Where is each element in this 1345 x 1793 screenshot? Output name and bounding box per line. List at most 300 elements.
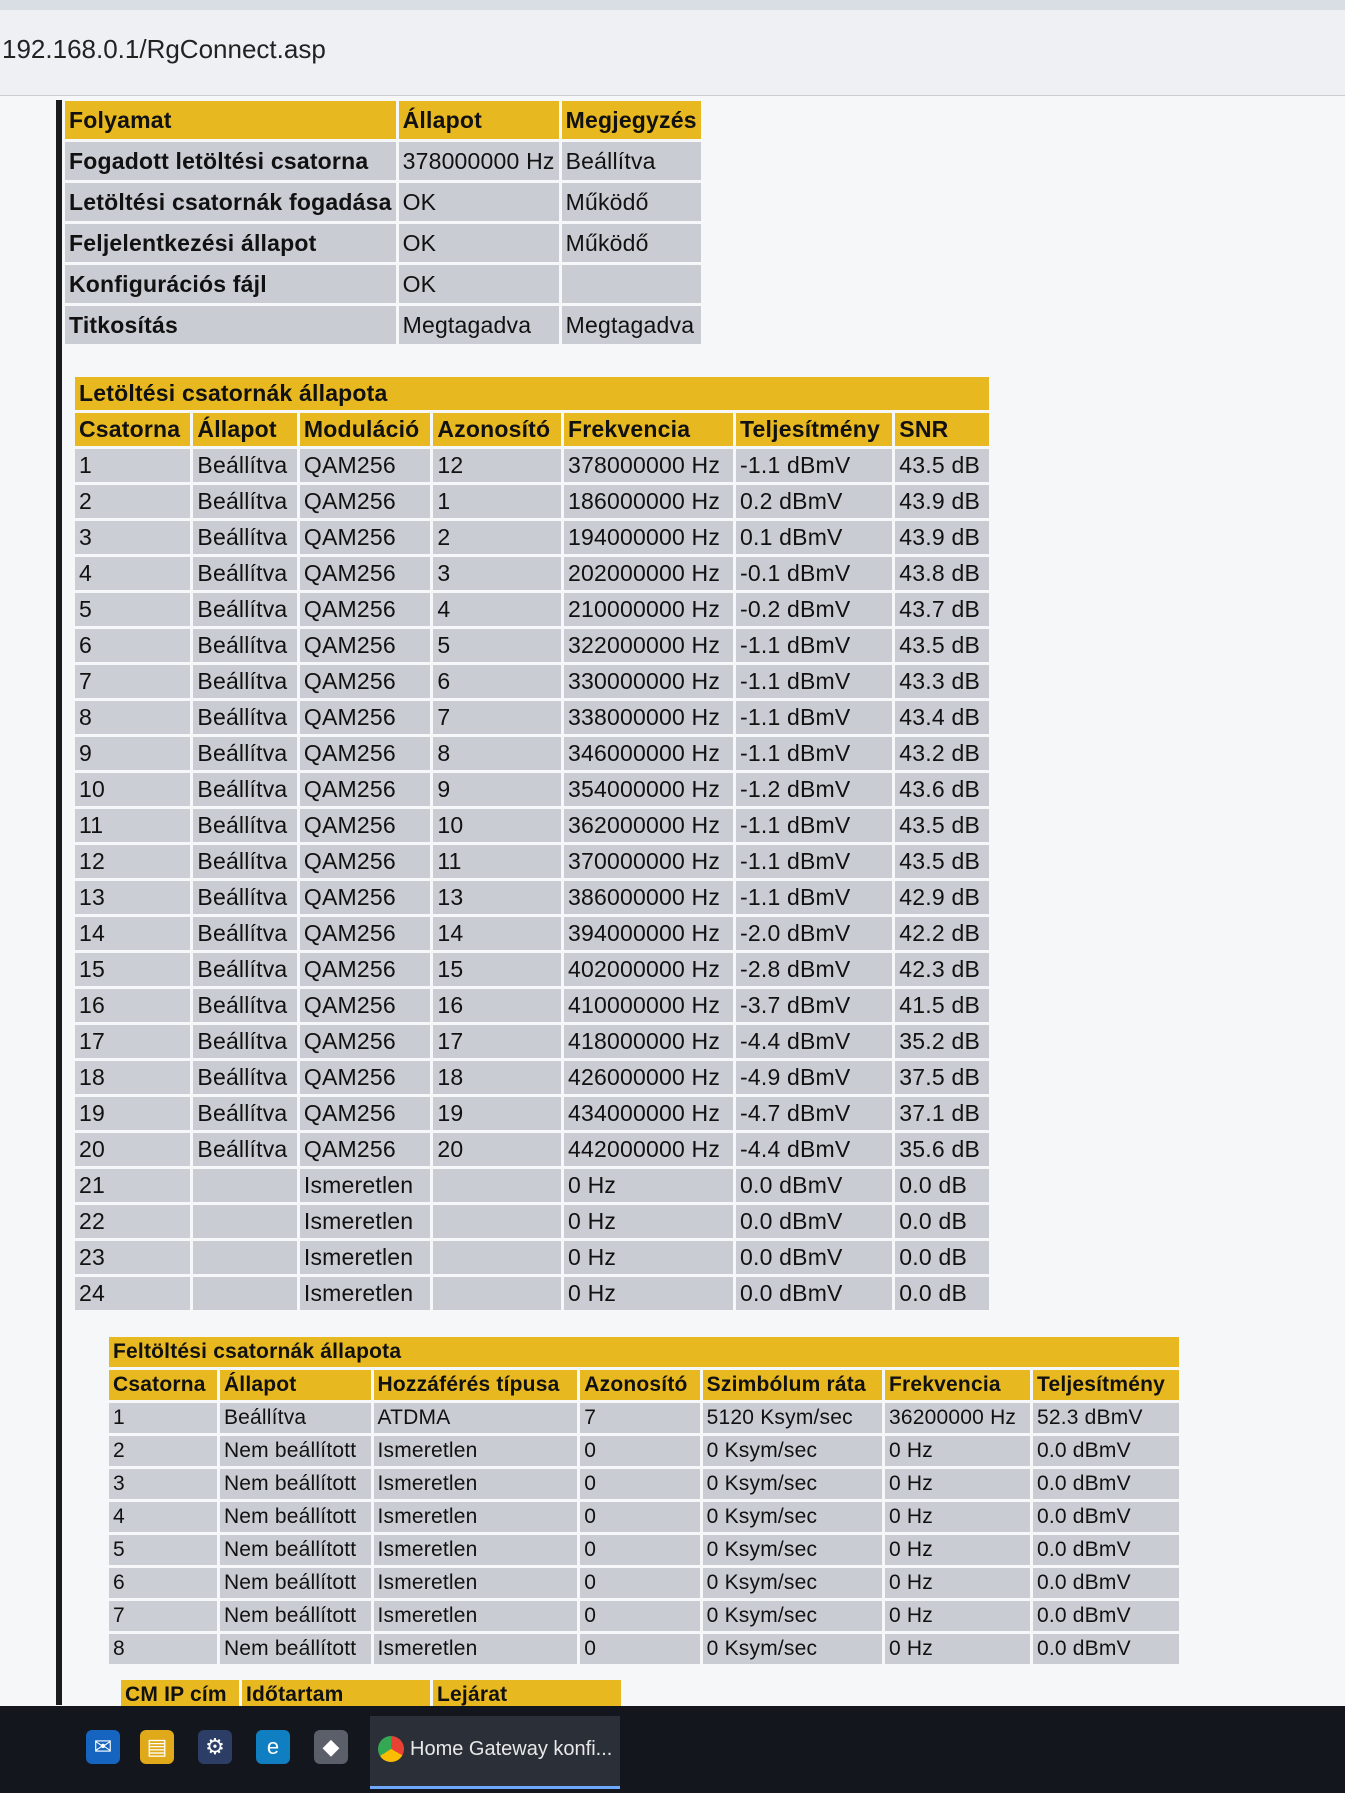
table-cell: 0 [580, 1469, 699, 1499]
table-row [75, 1241, 989, 1274]
table-cell: -0.1 dBmV [736, 557, 892, 590]
table-cell [433, 1277, 561, 1310]
process-value [562, 265, 701, 303]
table-cell [193, 1277, 296, 1310]
header-cell: Teljesítmény [736, 413, 892, 446]
table-cell: Beállítva [193, 917, 296, 950]
table-row [75, 665, 989, 698]
table-cell [433, 1169, 561, 1202]
table-cell: QAM256 [300, 809, 430, 842]
table-cell: 1 [109, 1403, 217, 1433]
table-cell: QAM256 [300, 557, 430, 590]
table-row [75, 1169, 989, 1202]
table-cell: 0 Hz [564, 1169, 733, 1202]
table-cell: Ismeretlen [374, 1469, 578, 1499]
table-row [75, 485, 989, 518]
process-row [65, 183, 701, 221]
table-cell: 6 [109, 1568, 217, 1598]
table-cell: 14 [75, 917, 190, 950]
table-cell: 0 Ksym/sec [703, 1502, 882, 1532]
table-cell: Beállítva [193, 809, 296, 842]
table-cell: 0.0 dBmV [1033, 1436, 1179, 1466]
taskbar [0, 1706, 1345, 1793]
table-cell: Beállítva [193, 593, 296, 626]
table-cell: 0 Ksym/sec [703, 1568, 882, 1598]
table-cell: 9 [433, 773, 561, 806]
table-cell: 354000000 Hz [564, 773, 733, 806]
table-cell: 13 [75, 881, 190, 914]
table-cell: 37.5 dB [895, 1061, 989, 1094]
table-cell: Ismeretlen [300, 1205, 430, 1238]
downstream-channels-table [72, 374, 992, 1313]
table-row [109, 1403, 1179, 1433]
table-cell: 43.9 dB [895, 521, 989, 554]
table-cell: QAM256 [300, 953, 430, 986]
table-row [75, 593, 989, 626]
table-cell: QAM256 [300, 1097, 430, 1130]
upstream-title-row [109, 1337, 1179, 1367]
table-cell: 0 [580, 1502, 699, 1532]
table-cell: QAM256 [300, 665, 430, 698]
table-cell: 21 [75, 1169, 190, 1202]
table-cell: 0 Ksym/sec [703, 1469, 882, 1499]
table-cell: 0.0 dB [895, 1241, 989, 1274]
table-cell: Beállítva [193, 557, 296, 590]
table-cell: 0 [580, 1601, 699, 1631]
process-status-table [62, 98, 704, 347]
table-cell: -1.1 dBmV [736, 845, 892, 878]
table-cell: -1.1 dBmV [736, 629, 892, 662]
table-cell: 186000000 Hz [564, 485, 733, 518]
upstream-channels-table [106, 1334, 1182, 1667]
header-cell: Csatorna [109, 1370, 217, 1400]
table-cell: 4 [75, 557, 190, 590]
process-value: Működő [562, 183, 701, 221]
table-cell: 15 [433, 953, 561, 986]
table-cell: 13 [433, 881, 561, 914]
process-value: OK [399, 265, 559, 303]
table-cell: 6 [75, 629, 190, 662]
header-cell: Hozzáférés típusa [374, 1370, 578, 1400]
table-cell: 0 Hz [564, 1277, 733, 1310]
table-cell: QAM256 [300, 845, 430, 878]
table-cell: Beállítva [193, 449, 296, 482]
table-cell: 35.6 dB [895, 1133, 989, 1166]
process-row [65, 265, 701, 303]
downstream-title: Letöltési csatornák állapota [75, 377, 989, 410]
table-cell: 330000000 Hz [564, 665, 733, 698]
process-row [65, 306, 701, 344]
table-cell: 0.0 dBmV [736, 1277, 892, 1310]
table-cell: 16 [433, 989, 561, 1022]
table-cell: -1.1 dBmV [736, 701, 892, 734]
table-cell [193, 1205, 296, 1238]
table-cell: Nem beállított [220, 1634, 371, 1664]
table-row [109, 1502, 1179, 1532]
table-cell: 0 Ksym/sec [703, 1436, 882, 1466]
process-value: 378000000 Hz [399, 142, 559, 180]
process-value: Beállítva [562, 142, 701, 180]
table-cell: 18 [433, 1061, 561, 1094]
table-cell: 0.0 dB [895, 1277, 989, 1310]
header-cell: Megjegyzés [562, 101, 701, 139]
table-cell: 0.0 dBmV [736, 1169, 892, 1202]
table-cell: Nem beállított [220, 1601, 371, 1631]
table-cell: 0.0 dBmV [1033, 1502, 1179, 1532]
table-cell: 23 [75, 1241, 190, 1274]
table-cell: 0.0 dBmV [736, 1241, 892, 1274]
table-cell: 194000000 Hz [564, 521, 733, 554]
table-cell: 43.2 dB [895, 737, 989, 770]
header-cell: SNR [895, 413, 989, 446]
table-cell: 0 Hz [564, 1241, 733, 1274]
table-cell: 10 [75, 773, 190, 806]
header-cell: Állapot [399, 101, 559, 139]
table-cell: 362000000 Hz [564, 809, 733, 842]
table-cell: 12 [75, 845, 190, 878]
table-cell: -4.7 dBmV [736, 1097, 892, 1130]
table-cell: 1 [433, 485, 561, 518]
table-cell: 20 [75, 1133, 190, 1166]
table-cell: 0.0 dBmV [1033, 1535, 1179, 1565]
table-cell: 202000000 Hz [564, 557, 733, 590]
header-cell: Időtartam [242, 1680, 430, 1710]
table-cell: 210000000 Hz [564, 593, 733, 626]
table-cell: Beállítva [193, 1061, 296, 1094]
table-cell: 0 Ksym/sec [703, 1601, 882, 1631]
table-row [75, 1205, 989, 1238]
table-cell: 19 [75, 1097, 190, 1130]
table-cell: 0.0 dB [895, 1205, 989, 1238]
table-cell: 22 [75, 1205, 190, 1238]
header-cell: Azonosító [580, 1370, 699, 1400]
table-cell: 0 Hz [885, 1469, 1030, 1499]
table-cell: 5120 Ksym/sec [703, 1403, 882, 1433]
table-cell: 386000000 Hz [564, 881, 733, 914]
table-cell: QAM256 [300, 1061, 430, 1094]
table-cell: 442000000 Hz [564, 1133, 733, 1166]
table-cell: 8 [433, 737, 561, 770]
process-row [65, 224, 701, 262]
table-cell: Beállítva [220, 1403, 371, 1433]
settings-icon[interactable]: ⚙ [198, 1730, 232, 1764]
table-cell: 10 [433, 809, 561, 842]
table-row [109, 1436, 1179, 1466]
table-cell: Ismeretlen [374, 1568, 578, 1598]
table-row [75, 701, 989, 734]
table-cell: Beállítva [193, 701, 296, 734]
table-cell: 0.0 dB [895, 1169, 989, 1202]
table-cell: Beállítva [193, 737, 296, 770]
table-cell: QAM256 [300, 449, 430, 482]
downstream-title-row [75, 377, 989, 410]
browser-top-strip [0, 0, 1345, 10]
header-cell: Moduláció [300, 413, 430, 446]
table-row [75, 809, 989, 842]
table-cell: -1.1 dBmV [736, 737, 892, 770]
table-cell: QAM256 [300, 629, 430, 662]
header-cell: Lejárat [433, 1680, 621, 1710]
table-cell: 42.9 dB [895, 881, 989, 914]
chrome-icon [378, 1736, 404, 1762]
table-cell: Beállítva [193, 989, 296, 1022]
taskbar-window-title: Home Gateway konfi... [410, 1738, 613, 1760]
table-cell: 43.3 dB [895, 665, 989, 698]
table-cell [193, 1169, 296, 1202]
table-cell: 7 [75, 665, 190, 698]
table-cell: 0.2 dBmV [736, 485, 892, 518]
header-cell: Folyamat [65, 101, 396, 139]
edge-icon[interactable]: e [256, 1730, 290, 1764]
table-cell: 0 Ksym/sec [703, 1535, 882, 1565]
table-cell: Beállítva [193, 1097, 296, 1130]
table-row [109, 1634, 1179, 1664]
table-cell: 426000000 Hz [564, 1061, 733, 1094]
table-cell: 0 Hz [885, 1535, 1030, 1565]
table-row [75, 449, 989, 482]
table-cell: QAM256 [300, 773, 430, 806]
table-cell: 7 [433, 701, 561, 734]
process-row [65, 142, 701, 180]
table-cell: Beállítva [193, 1133, 296, 1166]
header-cell: Szimbólum ráta [703, 1370, 882, 1400]
process-label: Feljelentkezési állapot [65, 224, 396, 262]
header-cell: Azonosító [433, 413, 561, 446]
table-row [75, 737, 989, 770]
table-cell: 1 [75, 449, 190, 482]
table-cell: Nem beállított [220, 1535, 371, 1565]
table-cell: 43.5 dB [895, 845, 989, 878]
table-cell: Beállítva [193, 845, 296, 878]
table-cell: 35.2 dB [895, 1025, 989, 1058]
table-cell: 2 [433, 521, 561, 554]
table-cell: 11 [75, 809, 190, 842]
table-cell: -4.9 dBmV [736, 1061, 892, 1094]
table-cell: QAM256 [300, 989, 430, 1022]
table-cell: 17 [433, 1025, 561, 1058]
table-cell: QAM256 [300, 1133, 430, 1166]
process-label: Letöltési csatornák fogadása [65, 183, 396, 221]
table-cell: -1.1 dBmV [736, 881, 892, 914]
table-cell: Ismeretlen [300, 1241, 430, 1274]
downstream-header-row [75, 413, 989, 446]
table-cell: 3 [75, 521, 190, 554]
table-cell: 370000000 Hz [564, 845, 733, 878]
table-row [75, 845, 989, 878]
table-cell: -2.8 dBmV [736, 953, 892, 986]
table-cell: -1.2 dBmV [736, 773, 892, 806]
table-cell: QAM256 [300, 737, 430, 770]
table-cell: Ismeretlen [374, 1601, 578, 1631]
taskbar-active-window[interactable] [370, 1716, 620, 1789]
table-cell: 17 [75, 1025, 190, 1058]
table-row [75, 953, 989, 986]
upstream-title: Feltöltési csatornák állapota [109, 1337, 1179, 1367]
table-row [75, 1061, 989, 1094]
table-cell: Beállítva [193, 485, 296, 518]
table-cell: Ismeretlen [374, 1634, 578, 1664]
table-cell: 18 [75, 1061, 190, 1094]
process-header-row [65, 101, 701, 139]
table-cell: ATDMA [374, 1403, 578, 1433]
table-cell: Nem beállított [220, 1436, 371, 1466]
table-cell: 3 [109, 1469, 217, 1499]
table-cell: QAM256 [300, 485, 430, 518]
table-cell: 11 [433, 845, 561, 878]
table-cell: Ismeretlen [300, 1277, 430, 1310]
table-cell: 43.4 dB [895, 701, 989, 734]
table-cell: 41.5 dB [895, 989, 989, 1022]
table-cell: 0.1 dBmV [736, 521, 892, 554]
table-cell: 7 [580, 1403, 699, 1433]
process-value: Megtagadva [399, 306, 559, 344]
table-cell: 0 Hz [885, 1634, 1030, 1664]
table-cell: -0.2 dBmV [736, 593, 892, 626]
table-cell: 43.7 dB [895, 593, 989, 626]
header-cell: Teljesítmény [1033, 1370, 1179, 1400]
process-value: Megtagadva [562, 306, 701, 344]
process-label: Titkosítás [65, 306, 396, 344]
table-cell: 0.0 dBmV [1033, 1568, 1179, 1598]
table-cell: -1.1 dBmV [736, 665, 892, 698]
table-cell: 9 [75, 737, 190, 770]
table-cell: 0 [580, 1535, 699, 1565]
table-cell: QAM256 [300, 1025, 430, 1058]
table-cell: Ismeretlen [374, 1535, 578, 1565]
table-cell: 43.9 dB [895, 485, 989, 518]
table-cell: 402000000 Hz [564, 953, 733, 986]
table-cell: 0 Hz [885, 1502, 1030, 1532]
table-cell: 5 [433, 629, 561, 662]
table-row [75, 917, 989, 950]
table-cell: 0 Hz [885, 1568, 1030, 1598]
table-cell: 338000000 Hz [564, 701, 733, 734]
table-row [109, 1601, 1179, 1631]
table-cell [193, 1241, 296, 1274]
table-cell: Beállítva [193, 521, 296, 554]
header-cell: Frekvencia [564, 413, 733, 446]
table-cell: 394000000 Hz [564, 917, 733, 950]
table-row [109, 1535, 1179, 1565]
header-cell: Frekvencia [885, 1370, 1030, 1400]
table-cell: 12 [433, 449, 561, 482]
table-cell: -4.4 dBmV [736, 1133, 892, 1166]
table-cell: -2.0 dBmV [736, 917, 892, 950]
table-cell: Beállítva [193, 953, 296, 986]
table-cell: Beállítva [193, 1025, 296, 1058]
table-row [109, 1469, 1179, 1499]
table-cell: 0 [580, 1436, 699, 1466]
table-cell: -1.1 dBmV [736, 449, 892, 482]
table-cell: QAM256 [300, 701, 430, 734]
table-cell: 37.1 dB [895, 1097, 989, 1130]
table-row [109, 1568, 1179, 1598]
table-cell: 0.0 dBmV [1033, 1634, 1179, 1664]
upstream-header-row [109, 1370, 1179, 1400]
table-cell: 0 Hz [564, 1205, 733, 1238]
table-cell: Beállítva [193, 629, 296, 662]
table-cell: 0.0 dBmV [1033, 1469, 1179, 1499]
table-cell: 434000000 Hz [564, 1097, 733, 1130]
table-cell: 322000000 Hz [564, 629, 733, 662]
table-cell: 36200000 Hz [885, 1403, 1030, 1433]
table-row [75, 557, 989, 590]
table-cell: 8 [75, 701, 190, 734]
table-cell: Nem beállított [220, 1502, 371, 1532]
process-label: Konfigurációs fájl [65, 265, 396, 303]
table-cell: QAM256 [300, 593, 430, 626]
table-cell: 43.5 dB [895, 629, 989, 662]
table-cell: 24 [75, 1277, 190, 1310]
table-cell: -3.7 dBmV [736, 989, 892, 1022]
process-label: Fogadott letöltési csatorna [65, 142, 396, 180]
outlook-icon[interactable]: ✉ [86, 1730, 120, 1764]
url-text[interactable]: 192.168.0.1/RgConnect.asp [2, 34, 326, 64]
table-row [75, 1025, 989, 1058]
header-cell: CM IP cím [121, 1680, 239, 1710]
table-cell: 19 [433, 1097, 561, 1130]
table-row [75, 1277, 989, 1310]
table-cell: 6 [433, 665, 561, 698]
file-explorer-icon[interactable]: ▤ [140, 1730, 174, 1764]
table-cell: 8 [109, 1634, 217, 1664]
table-cell: Beállítva [193, 773, 296, 806]
table-cell: 5 [75, 593, 190, 626]
table-cell [433, 1205, 561, 1238]
table-cell: 0.0 dBmV [736, 1205, 892, 1238]
table-cell: 2 [75, 485, 190, 518]
table-cell: QAM256 [300, 917, 430, 950]
table-row [75, 1133, 989, 1166]
table-cell: 378000000 Hz [564, 449, 733, 482]
table-cell: 43.5 dB [895, 449, 989, 482]
process-value: OK [399, 224, 559, 262]
table-row [75, 773, 989, 806]
table-cell: Nem beállított [220, 1568, 371, 1598]
app-icon[interactable]: ◆ [314, 1730, 348, 1764]
header-cell: Állapot [220, 1370, 371, 1400]
table-cell: Ismeretlen [300, 1169, 430, 1202]
table-cell: QAM256 [300, 881, 430, 914]
table-cell: Ismeretlen [374, 1436, 578, 1466]
table-cell: -4.4 dBmV [736, 1025, 892, 1058]
table-cell: 0 Hz [885, 1601, 1030, 1631]
table-cell: 346000000 Hz [564, 737, 733, 770]
table-cell: 2 [109, 1436, 217, 1466]
table-cell: 43.6 dB [895, 773, 989, 806]
table-cell: 0 [580, 1634, 699, 1664]
table-cell: 418000000 Hz [564, 1025, 733, 1058]
process-value: Működő [562, 224, 701, 262]
table-cell: 43.5 dB [895, 809, 989, 842]
table-cell: 16 [75, 989, 190, 1022]
table-row [75, 1097, 989, 1130]
table-cell: QAM256 [300, 521, 430, 554]
table-cell: 43.8 dB [895, 557, 989, 590]
table-row [75, 521, 989, 554]
table-cell: 7 [109, 1601, 217, 1631]
table-row [75, 989, 989, 1022]
table-cell: -1.1 dBmV [736, 809, 892, 842]
table-cell: 0 [580, 1568, 699, 1598]
table-cell [433, 1241, 561, 1274]
table-cell: 4 [109, 1502, 217, 1532]
table-cell: 5 [109, 1535, 217, 1565]
table-cell: 52.3 dBmV [1033, 1403, 1179, 1433]
table-cell: 3 [433, 557, 561, 590]
table-cell: Ismeretlen [374, 1502, 578, 1532]
table-cell: 0.0 dBmV [1033, 1601, 1179, 1631]
